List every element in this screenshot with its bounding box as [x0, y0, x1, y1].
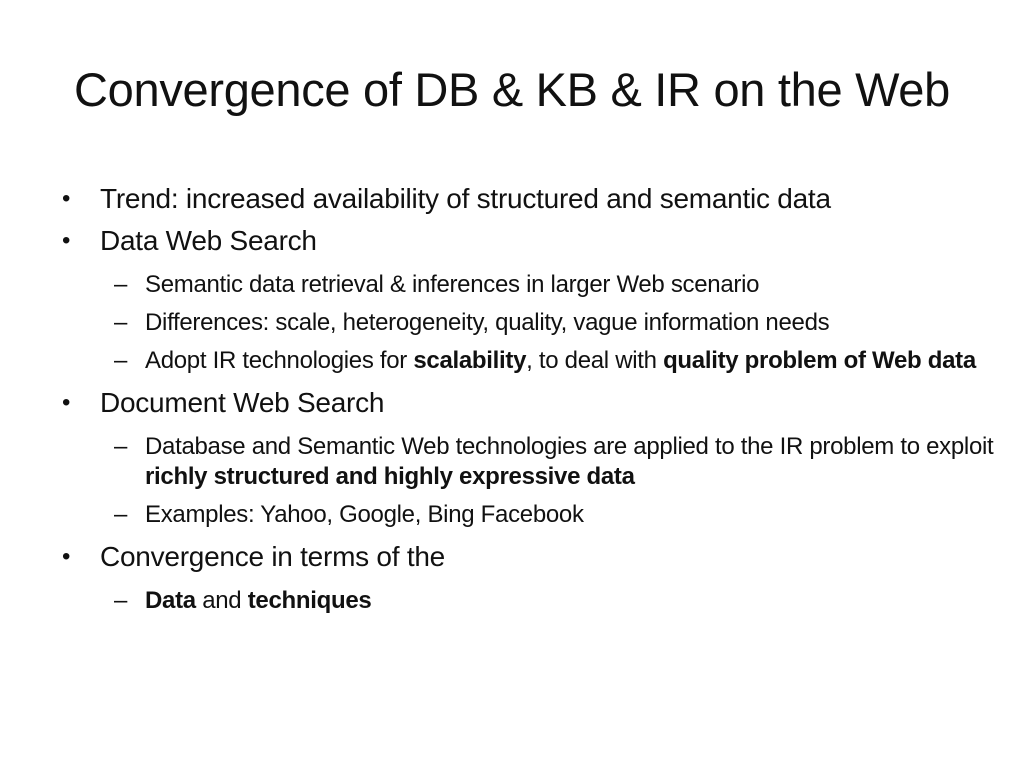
subbullet-text: Examples: Yahoo, Google, Bing Facebook: [145, 501, 584, 528]
bold-run: techniques: [247, 587, 372, 614]
text-run: Adopt IR technologies for: [145, 347, 414, 374]
bullet-trend: [58, 178, 998, 220]
bullet-text: Document Web Search: [100, 387, 385, 418]
subbullet-examples: [58, 500, 998, 530]
slide-body: [58, 178, 998, 616]
bold-run: scalability: [413, 347, 527, 374]
subbullet-marker: –: [114, 501, 128, 528]
bold-run: quality problem of Web data: [663, 347, 976, 374]
subbullet-text: Differences: scale, heterogeneity, quality, vague information needs: [145, 309, 830, 336]
bullet-marker: •: [62, 185, 71, 212]
bullet-text: Convergence in terms of the: [100, 541, 445, 572]
bullet-document-web-search: [58, 382, 998, 424]
text-run: Database and Semantic Web technologies are applied to the IR problem to exploit: [145, 433, 994, 460]
subbullet-marker: –: [114, 309, 128, 336]
bullet-text: Trend: increased availability of structured and semantic data: [100, 183, 831, 214]
subbullet-marker: –: [114, 587, 128, 614]
subbullet-differences: [58, 308, 998, 338]
bullet-data-web-search: [58, 220, 998, 262]
text-run: and: [195, 587, 248, 614]
bold-run: Data: [145, 587, 196, 614]
subbullet-text: Semantic data retrieval & inferences in larger Web scenario: [145, 271, 760, 298]
text-run: , to deal with: [526, 347, 664, 374]
subbullet-adopt-ir: [58, 346, 998, 376]
subbullet-database-semantic-web: [58, 432, 998, 492]
subbullet-text: [145, 432, 995, 492]
bullet-marker: •: [62, 543, 71, 570]
subbullet-text: [145, 346, 995, 376]
bullet-convergence: [58, 536, 998, 578]
subbullet-marker: –: [114, 347, 128, 374]
subbullet-text: [145, 587, 371, 614]
bold-run: richly structured and highly expressive data: [145, 463, 635, 490]
subbullet-data-techniques: [58, 586, 998, 616]
slide-title: Convergence of DB & KB & IR on the Web: [74, 63, 950, 116]
bullet-marker: •: [62, 227, 71, 254]
subbullet-marker: –: [114, 271, 128, 298]
bullet-marker: •: [62, 389, 71, 416]
bullet-text: Data Web Search: [100, 225, 317, 256]
subbullet-marker: –: [114, 433, 128, 460]
subbullet-semantic-retrieval: [58, 270, 998, 300]
